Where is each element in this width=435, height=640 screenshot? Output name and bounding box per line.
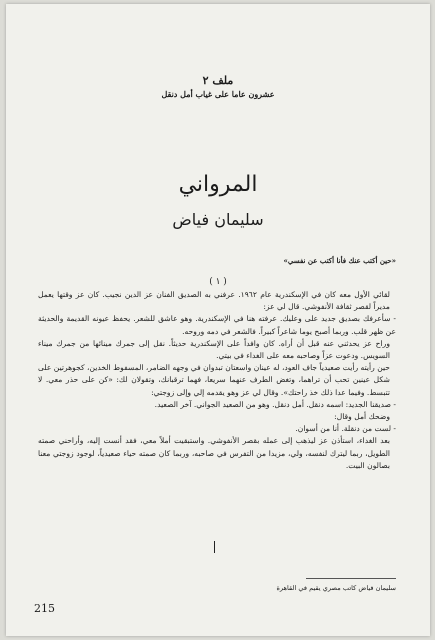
body-paragraph: - صديقنا الجديد: اسمه دنقل. أمل دنقل. وهو من الصعيد الجواني. آخر الصعيد. <box>154 399 396 409</box>
article-title: المرواني <box>178 172 258 197</box>
body-paragraph: - سأعرفك بصديق جديد على وعليك. عرفته هنا في الإسكندرية. وهو عاشق للشعر. يحفظ عيونه القديمة والحديثة عن ظهر قلب. وربما أصبح يوما شاعراً كبيراً. فالشعر في دمه وروحه. <box>38 314 396 336</box>
dossier-subtitle: عشرون عاما على غياب أمل دنقل <box>161 89 275 99</box>
document-page <box>6 4 430 636</box>
body-paragraph: حين رأيته رأيت صعيدياً جاف العود، له عينان واسعتان تبدوان في وجهه الضامر، المسفوط الخدين، كجوهرتين على شكل عينين تحب أن تراهما، وتغض الطرف عنهما سريعا، فهما ترقبانك، وتقولان لك: «كن على حذر معي. لا تتبسط. وفيما عدا ذلك خذ راحتك». وقال لي عز وهو يقدمه إلي وإلى زوجتي: <box>38 363 390 397</box>
text-cursor-mark <box>214 541 215 553</box>
article-body <box>38 289 396 472</box>
body-paragraph: وراح عز يحدثني عنه قبل أن أراه. كان وافداً على الإسكندرية حديثاً. نقل إلى جمرك مينائها من جمرك ميناء السويس. ودعوت عزاً وصاحبه معه على الغداء في بيتي. <box>38 338 390 361</box>
page-number: 215 <box>34 602 55 615</box>
footnote: سليمان فياض كاتب مصري يقيم في القاهرة <box>276 584 396 592</box>
body-paragraph: وضحك أمل وقال: <box>334 412 390 422</box>
epigraph: «حين أكتب عنك فأنا أكتب عن نفسي» <box>283 256 396 265</box>
dossier-header <box>6 74 430 100</box>
body-paragraph: بعد الغداء، استأذن عز ليذهب إلى عمله بقصر الأنفوشي. واستبقيت أملاً معي، فقد أنست إليه، وأراحني صمته الطويل، ربما ليترك لنفسه، ولي، مزيدا من التفرس في صاحبه، وربما كان صمته حياء صعيدياً، لوجود زوجتي معنا بصالون البيت. <box>38 436 390 470</box>
body-paragraph: لقائي الأول معه كان في الإسكندرية عام ١٩٦٢. عرفني به الصديق الفنان عز الدين نجيب. كان عز وقتها يعمل مديراً لقصر ثقافة الأنفوشي. قال لي عز: <box>38 290 390 312</box>
footnote-divider <box>306 578 396 579</box>
section-number: ( ١ ) <box>209 277 227 287</box>
dossier-label: ملف ٢ <box>202 74 234 87</box>
body-paragraph: - لست من دنقلة. أنا من أسوان. <box>295 424 396 434</box>
article-author: سليمان فياض <box>172 210 264 229</box>
